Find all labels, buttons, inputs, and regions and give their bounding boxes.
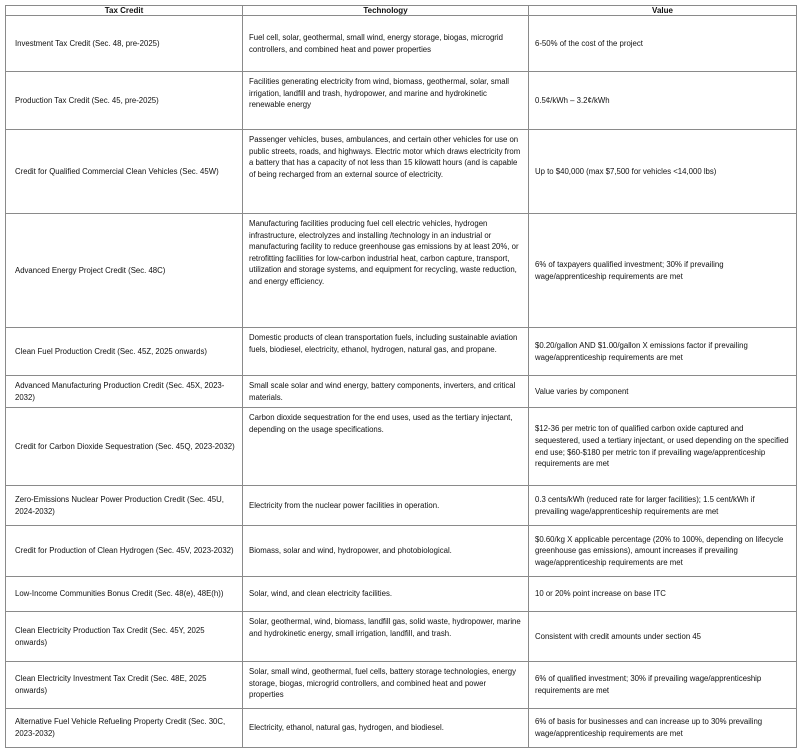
cell-tax-credit: Credit for Qualified Commercial Clean Vehicles (Sec. 45W) [6,130,243,214]
table-row [6,662,797,709]
cell-tax-credit: Alternative Fuel Vehicle Refueling Property Credit (Sec. 30C, 2023-2032) [6,709,243,748]
cell-value: Value varies by component [529,376,797,408]
table-header-row [6,6,797,16]
cell-tax-credit: Production Tax Credit (Sec. 45, pre-2025) [6,72,243,130]
cell-value: 6% of qualified investment; 30% if prevailing wage/apprenticeship requirements are met [529,662,797,709]
cell-technology: Manufacturing facilities producing fuel cell electric vehicles, hydrogen infrastructure, electrolyzes and installing /technology in an industrial or manufacturing facility to reduce greenhouse gas emissions by at least 20%, or retrofitting facilities for low-carbon industrial heat, carbon capture, transport, utilization and storage systems, and equipment for recycling, waste reduction, and energy efficiency. [243,214,529,328]
cell-value: 10 or 20% point increase on base ITC [529,577,797,612]
cell-value: 6-50% of the cost of the project [529,16,797,72]
cell-technology: Solar, wind, and clean electricity facilities. [243,577,529,612]
cell-tax-credit: Clean Fuel Production Credit (Sec. 45Z, 2025 onwards) [6,328,243,376]
cell-technology: Solar, geothermal, wind, biomass, landfill gas, solid waste, hydropower, marine and hydrokinetic energy, small irrigation, landfill, and trash. [243,612,529,662]
table-row [6,72,797,130]
tax-credit-table [5,5,797,748]
cell-value: 6% of taxpayers qualified investment; 30% if prevailing wage/apprenticeship requirements are met [529,214,797,328]
cell-value: 6% of basis for businesses and can increase up to 30% prevailing wage/apprenticeship requirements are met [529,709,797,748]
table-row [6,16,797,72]
cell-technology: Carbon dioxide sequestration for the end uses, used as the tertiary injectant, depending on the usage specifications. [243,408,529,486]
cell-technology: Fuel cell, solar, geothermal, small wind, energy storage, biogas, microgrid controllers, and combined heat and power properties [243,16,529,72]
table-row [6,612,797,662]
cell-value: Up to $40,000 (max $7,500 for vehicles <14,000 lbs) [529,130,797,214]
cell-tax-credit: Investment Tax Credit (Sec. 48, pre-2025) [6,16,243,72]
cell-technology: Electricity, ethanol, natural gas, hydrogen, and biodiesel. [243,709,529,748]
cell-value: $0.60/kg X applicable percentage (20% to 100%, depending on lifecycle greenhouse gas emissions), amount increases if prevailing wage/apprenticeship requirements are met [529,526,797,577]
cell-technology: Facilities generating electricity from wind, biomass, geothermal, solar, small irrigation, landfill and trash, hydropower, and marine and hydrokinetic renewable energy [243,72,529,130]
cell-tax-credit: Low-Income Communities Bonus Credit (Sec. 48(e), 48E(h)) [6,577,243,612]
cell-value: $0.20/gallon AND $1.00/gallon X emissions factor if prevailing wage/apprenticeship requirements are met [529,328,797,376]
table-row [6,376,797,408]
table-row [6,526,797,577]
cell-tax-credit: Credit for Production of Clean Hydrogen (Sec. 45V, 2023-2032) [6,526,243,577]
table-row [6,486,797,526]
cell-tax-credit: Credit for Carbon Dioxide Sequestration (Sec. 45Q, 2023-2032) [6,408,243,486]
cell-technology: Solar, small wind, geothermal, fuel cells, battery storage technologies, energy storage, biogas, microgrid controllers, and combined heat and power properties [243,662,529,709]
cell-value: 0.5¢/kWh – 3.2¢/kWh [529,72,797,130]
cell-value: Consistent with credit amounts under section 45 [529,612,797,662]
cell-technology: Passenger vehicles, buses, ambulances, and certain other vehicles for use on public streets, roads, and highways. Electric motor which draws electricity from a battery that has a capacity of not less than 15 kilowatt hours (and is capable of being recharged from an external source of electricity. [243,130,529,214]
cell-technology: Small scale solar and wind energy, battery components, inverters, and critical materials. [243,376,529,408]
table-row [6,709,797,748]
tax-credit-table-container [5,5,796,748]
table-row [6,408,797,486]
cell-tax-credit: Zero-Emissions Nuclear Power Production Credit (Sec. 45U, 2024-2032) [6,486,243,526]
cell-value: 0.3 cents/kWh (reduced rate for larger facilities); 1.5 cent/kWh if prevailing wage/apprenticeship requirements are met [529,486,797,526]
cell-tax-credit: Clean Electricity Production Tax Credit (Sec. 45Y, 2025 onwards) [6,612,243,662]
cell-tax-credit: Advanced Manufacturing Production Credit (Sec. 45X, 2023-2032) [6,376,243,408]
table-row [6,328,797,376]
table-row [6,214,797,328]
cell-tax-credit: Advanced Energy Project Credit (Sec. 48C) [6,214,243,328]
table-row [6,577,797,612]
header-tax-credit: Tax Credit [6,6,243,16]
cell-technology: Biomass, solar and wind, hydropower, and photobiological. [243,526,529,577]
cell-technology: Electricity from the nuclear power facilities in operation. [243,486,529,526]
header-value: Value [529,6,797,16]
cell-value: $12-36 per metric ton of qualified carbon oxide captured and sequestered, used a tertiary injectant, or used depending on the specified end use; $60-$180 per metric ton if prevailing wage/apprenticeship requirements are met [529,408,797,486]
header-technology: Technology [243,6,529,16]
table-row [6,130,797,214]
cell-tax-credit: Clean Electricity Investment Tax Credit (Sec. 48E, 2025 onwards) [6,662,243,709]
cell-technology: Domestic products of clean transportation fuels, including sustainable aviation fuels, biodiesel, electricity, ethanol, hydrogen, natural gas, and propane. [243,328,529,376]
